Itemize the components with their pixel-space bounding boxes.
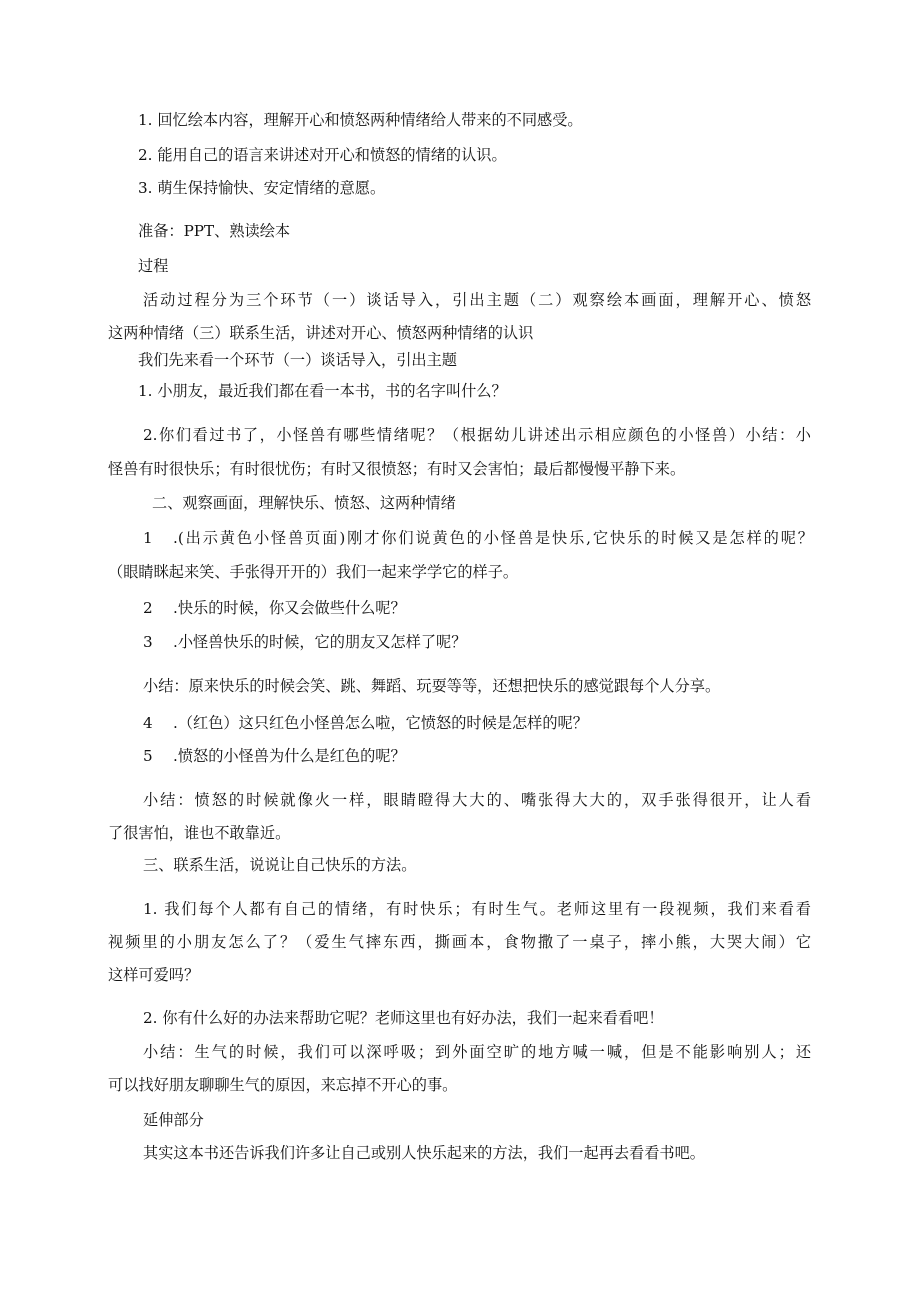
- part2-item-5-number: 5: [143, 747, 153, 765]
- objective-1: 1. 回忆绘本内容，理解开心和愤怒两种情绪给人带来的不同感受。: [138, 111, 583, 129]
- part3-item-2: 2. 你有什么好的办法来帮助它呢？老师这里也有好办法，我们一起来看看吧！: [143, 1009, 664, 1027]
- part2-item-2: [143, 598, 406, 618]
- part2-item-1-number: 1: [143, 529, 153, 547]
- part2-item-2-text: .快乐的时候，你又会做些什么呢？: [173, 599, 406, 617]
- part2-item-1-text: .(出示黄色小怪兽页面)刚才你们说黄色的小怪兽是快乐,它快乐的时候又是怎样的呢？: [173, 529, 813, 547]
- part2-item-1-line-2: （眼睛眯起来笑、手张得开开的）我们一起来学学它的样子。: [108, 563, 519, 581]
- process-title: 过程: [138, 257, 169, 275]
- overview-line-1: 活动过程分为三个环节（一）谈话导入，引出主题（二）观察绘本画面，理解开心、愤怒: [143, 291, 811, 309]
- part2-item-4-number: 4: [143, 714, 153, 732]
- part2-item-5-text: .愤怒的小怪兽为什么是红色的呢？: [173, 747, 406, 765]
- part2-summary-2-line-2: 了很害怕，谁也不敢靠近。: [108, 824, 291, 842]
- part2-item-2-number: 2: [143, 599, 153, 617]
- objective-3: 3. 萌生保持愉快、安定情绪的意愿。: [138, 179, 386, 197]
- part2-item-1-line-1: [143, 528, 813, 548]
- part2-item-5: [143, 746, 406, 766]
- part2-heading: 二、观察画面，理解快乐、愤怒、这两种情绪: [152, 494, 456, 512]
- part2-item-3: [143, 632, 466, 652]
- part2-item-3-number: 3: [143, 633, 153, 651]
- extension-text: 其实这本书还告诉我们许多让自己或别人快乐起来的方法，我们一起再去看看书吧。: [143, 1144, 705, 1162]
- part2-summary-1: 小结：原来快乐的时候会笑、跳、舞蹈、玩耍等等，还想把快乐的感觉跟每个人分享。: [143, 677, 721, 695]
- part3-item-1-line-2: 视频里的小朋友怎么了？（爱生气摔东西，撕画本，食物撒了一桌子，摔小熊，大哭大闹）它: [108, 933, 811, 951]
- part2-item-4-text: .（红色）这只红色小怪兽怎么啦，它愤怒的时候是怎样的呢？: [173, 714, 588, 732]
- part3-item-1-line-3: 这样可爱吗？: [108, 966, 200, 984]
- part1-question-2-line-1: 2.你们看过书了，小怪兽有哪些情绪呢？（根据幼儿讲述出示相应颜色的小怪兽）小结：小: [143, 426, 811, 444]
- part3-summary-line-2: 可以找好朋友聊聊生气的原因，来忘掉不开心的事。: [108, 1076, 458, 1094]
- preparation: 准备：PPT、熟读绘本: [138, 222, 291, 240]
- part2-item-3-text: .小怪兽快乐的时候，它的朋友又怎样了呢？: [173, 633, 467, 651]
- part2-item-4: [143, 713, 588, 733]
- part1-question-2-line-2: 怪兽有时很快乐；有时很忧伤；有时又很愤怒；有时又会害怕；最后都慢慢平静下来。: [108, 460, 686, 478]
- part3-summary-line-1: 小结：生气的时候，我们可以深呼吸；到外面空旷的地方喊一喊，但是不能影响别人；还: [143, 1043, 811, 1061]
- overview-line-2: 这两种情绪（三）联系生活，讲述对开心、愤怒两种情绪的认识: [108, 324, 534, 342]
- extension-title: 延伸部分: [143, 1111, 204, 1129]
- part3-item-1-line-1: 1. 我们每个人都有自己的情绪，有时快乐；有时生气。老师这里有一段视频，我们来看看: [143, 900, 811, 918]
- part3-heading: 三、联系生活，说说让自己快乐的方法。: [143, 856, 417, 874]
- first-link-intro: 我们先来看一个环节（一）谈话导入，引出主题: [138, 351, 457, 369]
- part1-question-1: 1. 小朋友，最近我们都在看一本书，书的名字叫什么？: [138, 382, 507, 400]
- part2-summary-2-line-1: 小结：愤怒的时候就像火一样，眼睛瞪得大大的、嘴张得大大的，双手张得很开，让人看: [143, 791, 811, 809]
- objective-2: 2. 能用自己的语言来讲述对开心和愤怒的情绪的认识。: [138, 146, 507, 164]
